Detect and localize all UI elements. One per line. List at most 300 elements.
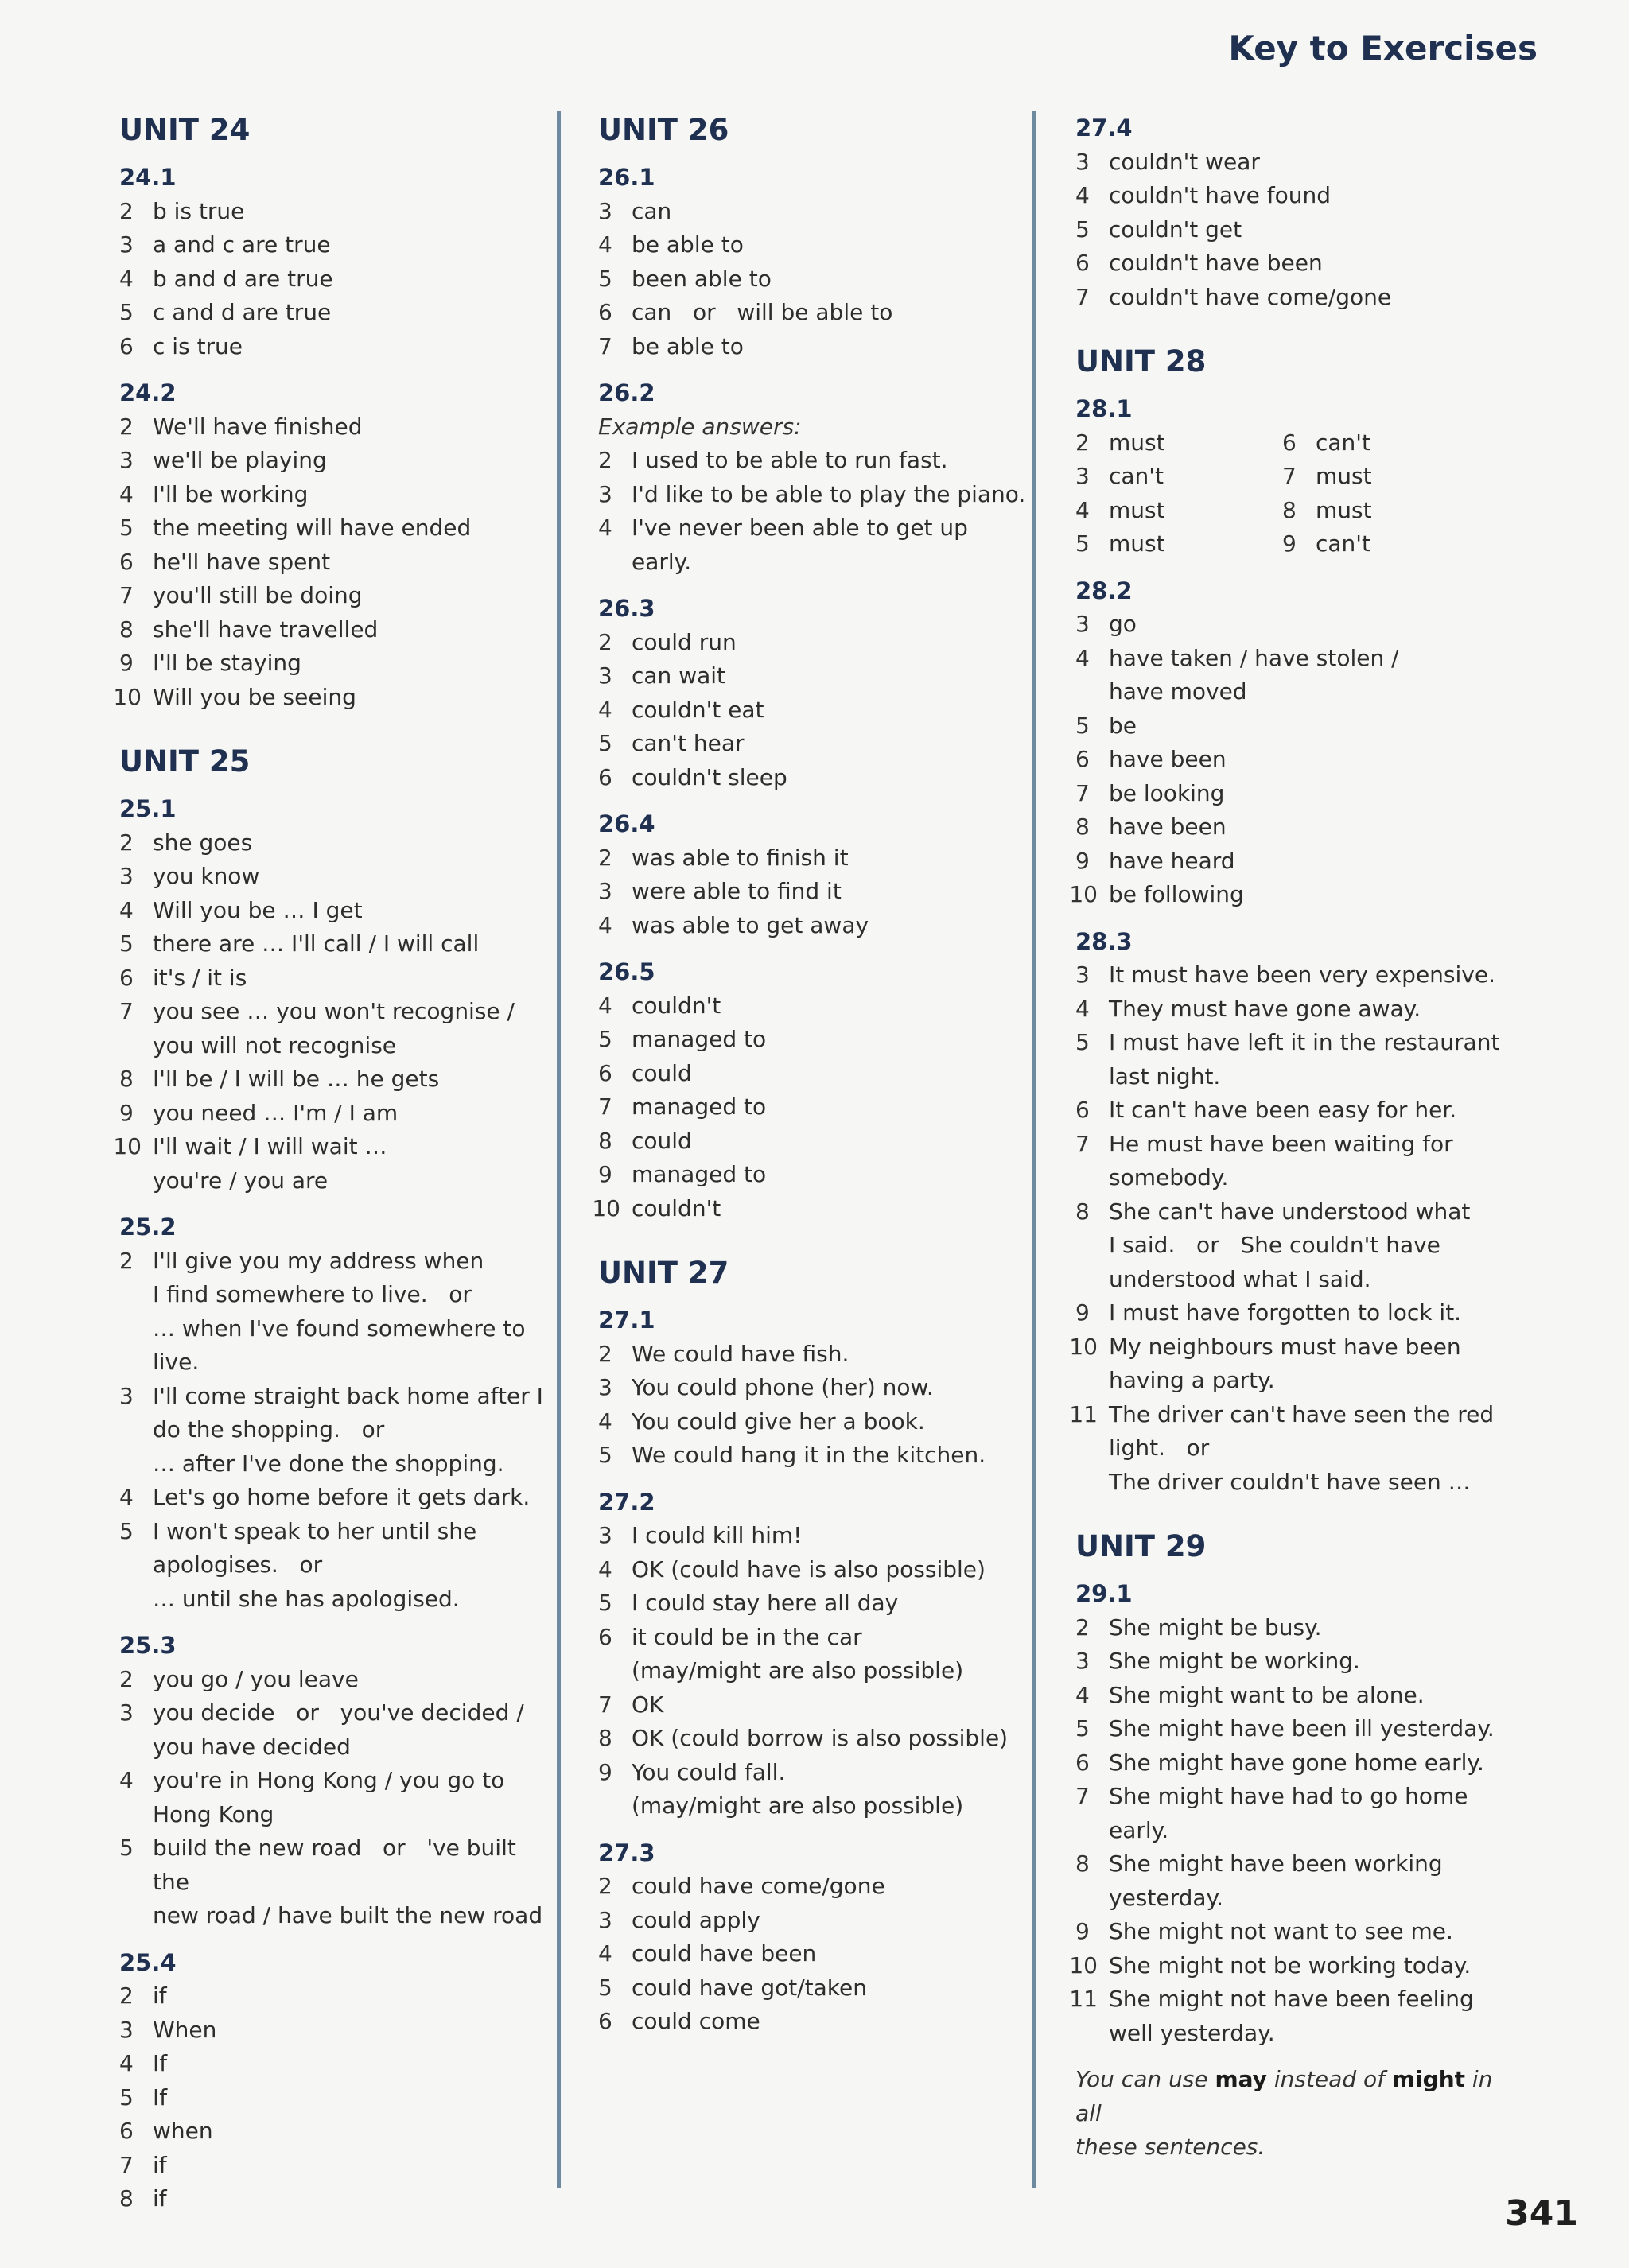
- item-number: 4: [598, 1555, 612, 1583]
- exercise-number: 25.4: [119, 1948, 177, 1976]
- answer-line: managed to: [632, 1093, 767, 1120]
- item-number: 5: [1075, 1029, 1090, 1055]
- answer-text: [632, 1586, 1028, 1621]
- answer-text: [1109, 777, 1521, 811]
- item-number: 8: [119, 616, 134, 643]
- answer-item: [1075, 1780, 1521, 1847]
- answer-line: When: [153, 2016, 217, 2043]
- answer-line: if: [153, 1983, 167, 2009]
- answer-line: She might have been working: [1109, 1851, 1443, 1877]
- answer-line: can't hear: [632, 730, 745, 756]
- answer-line: must: [1316, 463, 1372, 489]
- answer-item: [119, 2081, 549, 2115]
- answer-line: could apply: [632, 1906, 760, 1933]
- answer-line: The driver can't have seen the red: [1109, 1400, 1495, 1427]
- answers-left: [1075, 426, 1282, 561]
- answer-line: If: [153, 2050, 168, 2076]
- answer-text: [1109, 743, 1521, 777]
- item-number: 6: [598, 299, 612, 325]
- item-number: 4: [598, 231, 612, 258]
- answer-item: [1075, 709, 1521, 744]
- answer-item: [119, 1831, 549, 1933]
- item-number: 7: [1282, 463, 1297, 489]
- exercise-block: [592, 955, 1028, 1225]
- item-number: 3: [598, 197, 612, 224]
- answer-line: managed to: [632, 1026, 767, 1052]
- exercise-note: Example answers:: [598, 413, 802, 440]
- answer-text: [1109, 213, 1521, 247]
- item-number: 4: [1075, 995, 1090, 1022]
- answer-line: early.: [1109, 1816, 1169, 1843]
- answer-text: [153, 1481, 549, 1515]
- answer-line: you know: [153, 863, 260, 889]
- answer-item: [119, 410, 549, 445]
- answer-text: [153, 860, 549, 894]
- answer-item: [119, 826, 549, 860]
- item-number: 4: [119, 1767, 134, 1793]
- answer-text: [1109, 1983, 1521, 2050]
- answer-text: [632, 1124, 1028, 1159]
- answer-line: yesterday.: [1109, 1884, 1224, 1911]
- answer-line: if: [153, 2151, 167, 2178]
- item-number: 7: [119, 998, 134, 1024]
- answer-line: I'll wait / I will wait …: [153, 1133, 387, 1159]
- item-number: 4: [1075, 182, 1090, 208]
- answer-item: [598, 296, 1028, 330]
- answer-line: can't: [1316, 530, 1370, 557]
- answer-item: [598, 1621, 1028, 1688]
- answer-text: [153, 2149, 549, 2183]
- exercise-block: [119, 1210, 549, 1616]
- exercise-block: [598, 161, 1028, 363]
- answer-item: [119, 2182, 549, 2216]
- answer-line: She might have had to go home: [1109, 1783, 1468, 1809]
- answer-text: [153, 1831, 549, 1933]
- item-number: 10: [113, 1133, 142, 1159]
- exercise-number: 26.5: [598, 958, 655, 985]
- answer-line: Hong Kong: [153, 1800, 274, 1827]
- answer-item: [119, 262, 549, 297]
- answer-item: [598, 1057, 1028, 1091]
- answer-line: can't: [1109, 463, 1164, 489]
- answer-text: [1109, 1330, 1521, 1398]
- answer-text: [632, 1192, 1028, 1226]
- answer-line: I'll be working: [153, 480, 309, 507]
- answer-text: [632, 2005, 1028, 2039]
- answer-item: [598, 841, 1028, 876]
- answer-text: [153, 2115, 549, 2149]
- answer-item: [598, 1904, 1028, 1938]
- answer-item: [1075, 845, 1521, 879]
- item-number: 3: [1075, 611, 1090, 637]
- answer-item: [1075, 810, 1521, 845]
- answer-item: [1075, 1645, 1521, 1679]
- answer-line: She might have been ill yesterday.: [1109, 1715, 1495, 1742]
- answer-line: managed to: [632, 1161, 767, 1187]
- answer-line: I used to be able to run fast.: [632, 447, 948, 473]
- answer-line: I could kill him!: [632, 1522, 803, 1548]
- answer-line: … until she has apologised.: [153, 1585, 460, 1612]
- answer-line: could come: [632, 2008, 760, 2034]
- answer-line: were able to find it: [632, 878, 842, 904]
- answer-item: [1075, 146, 1521, 180]
- answer-line: OK (could borrow is also possible): [632, 1725, 1009, 1751]
- answer-text: [1109, 1195, 1521, 1297]
- answer-line: can or will be able to: [632, 299, 893, 325]
- answer-item: [598, 1722, 1028, 1756]
- answer-line: If: [153, 2084, 168, 2111]
- answer-text: [153, 995, 549, 1062]
- answer-line: … after I've done the shopping.: [153, 1450, 504, 1477]
- answer-text: [632, 727, 1028, 761]
- item-number: 2: [119, 1665, 134, 1692]
- item-number: 6: [1282, 429, 1297, 456]
- answer-line: go: [1109, 611, 1137, 637]
- exercise-block: [598, 807, 1028, 942]
- answer-line: it could be in the car: [632, 1623, 862, 1650]
- exercise-number: 27.3: [598, 1839, 655, 1866]
- answer-item: [1075, 1026, 1521, 1093]
- answer-line: must: [1109, 530, 1165, 557]
- item-number: 7: [1075, 779, 1090, 806]
- exercise-block: [598, 1485, 1028, 1823]
- answer-line: c and d are true: [153, 299, 332, 325]
- item-number: 3: [1075, 961, 1090, 988]
- exercise-block: [113, 376, 549, 714]
- answer-text: [153, 826, 549, 860]
- footnote-fragment: in all: [1075, 2066, 1493, 2126]
- answer-item: [598, 1937, 1028, 1971]
- item-number: 4: [1075, 644, 1090, 671]
- answer-text: [632, 330, 1028, 364]
- answer-line: I'd like to be able to play the piano.: [632, 480, 1026, 507]
- answer-line: must: [1109, 496, 1165, 523]
- answer-text: [632, 1439, 1028, 1473]
- unit-heading: UNIT 27: [598, 1256, 729, 1290]
- item-number: 2: [1075, 429, 1090, 456]
- answer-text: [632, 909, 1028, 943]
- answer-text: [153, 894, 549, 928]
- exercise-number: 28.2: [1075, 577, 1133, 604]
- answer-text: [632, 511, 1028, 579]
- answer-line: I find somewhere to live. or: [153, 1281, 472, 1307]
- answer-text: [1109, 992, 1521, 1027]
- item-number: 3: [1075, 1648, 1090, 1674]
- answer-item: [119, 995, 549, 1062]
- answer-text: [1109, 1128, 1521, 1195]
- column-divider: [557, 111, 561, 2188]
- answer-line: you need … I'm / I am: [153, 1099, 399, 1126]
- answer-text: [153, 410, 549, 445]
- item-number: 3: [598, 662, 612, 689]
- answer-column-2: [592, 111, 1028, 2052]
- exercise-block: [1075, 111, 1521, 314]
- footnote-fragment: might: [1391, 2066, 1466, 2092]
- answer-line: it's / it is: [153, 964, 247, 991]
- answer-item: [119, 2149, 549, 2183]
- item-number: 2: [598, 628, 612, 655]
- answer-line: (may/might are also possible): [632, 1657, 964, 1684]
- answer-text: [632, 1553, 1028, 1587]
- answer-item: [598, 195, 1028, 229]
- item-number: 3: [598, 878, 612, 904]
- answer-line: can't: [1316, 429, 1370, 456]
- answer-item: [598, 659, 1028, 693]
- answer-text: [632, 841, 1028, 876]
- answer-item: [1075, 1679, 1521, 1713]
- item-number: 6: [119, 2118, 134, 2144]
- answer-item: [113, 681, 549, 715]
- answer-text: [632, 1870, 1028, 1904]
- answer-item: [119, 1097, 549, 1131]
- answer-item: [119, 1663, 549, 1697]
- answer-item: [598, 1023, 1028, 1057]
- answer-item: [1282, 460, 1489, 494]
- unit-heading: UNIT 28: [1075, 344, 1207, 379]
- answer-line: We could have fish.: [632, 1340, 849, 1367]
- answer-text: [153, 478, 549, 512]
- answer-item: [598, 1371, 1028, 1405]
- answer-text: [153, 1979, 549, 2014]
- answer-line: The driver couldn't have seen …: [1109, 1468, 1471, 1495]
- answer-text: [1109, 958, 1521, 992]
- footnote-line: [1075, 2063, 1521, 2130]
- exercise-block: [119, 161, 549, 363]
- answer-text: [153, 1663, 549, 1697]
- answer-item: [1075, 179, 1521, 213]
- answer-line: have taken / have stolen /: [1109, 644, 1399, 671]
- answer-line: I'll give you my address when: [153, 1247, 484, 1274]
- item-number: 3: [598, 1374, 612, 1400]
- answer-item: [1075, 1611, 1521, 1645]
- item-number: 3: [598, 1522, 612, 1548]
- answer-line: couldn't have found: [1109, 182, 1332, 208]
- answer-line: She might not be working today.: [1109, 1951, 1472, 1979]
- answer-text: [1109, 1398, 1521, 1500]
- answer-line: I must have forgotten to lock it.: [1109, 1299, 1462, 1326]
- exercise-number: 28.3: [1075, 927, 1133, 955]
- exercise-block: [598, 1836, 1028, 2039]
- answer-line: I'll be staying: [153, 650, 301, 676]
- answer-item: [1075, 608, 1521, 642]
- footnote: [1075, 2063, 1521, 2165]
- answer-line: somebody.: [1109, 1164, 1229, 1190]
- item-number: 5: [598, 1590, 612, 1616]
- item-number: 5: [119, 930, 134, 957]
- answer-line: we'll be playing: [153, 447, 327, 473]
- exercise-number: 27.1: [598, 1307, 655, 1334]
- answer-line: couldn't eat: [632, 696, 764, 723]
- answer-text: [1109, 878, 1521, 912]
- answer-line: you decide or you've decided /: [153, 1699, 524, 1726]
- item-number: 7: [598, 1691, 612, 1718]
- item-number: 9: [598, 1758, 612, 1785]
- answer-item: [1069, 1949, 1521, 1983]
- answer-item: [119, 1481, 549, 1515]
- exercise-block: [598, 1303, 1028, 1473]
- answer-line: have been: [1109, 746, 1227, 772]
- answer-line: I've never been able to get up early.: [632, 515, 975, 575]
- answer-text: [632, 444, 1028, 478]
- answer-text: [632, 195, 1028, 229]
- answer-item: [119, 511, 549, 546]
- answer-item: [1075, 777, 1521, 811]
- answer-item: [1075, 1296, 1521, 1330]
- item-number: 5: [598, 730, 612, 756]
- item-number: 3: [119, 863, 134, 889]
- answer-item: [1075, 1093, 1521, 1128]
- answer-text: [153, 1764, 549, 1831]
- answer-text: [1109, 460, 1282, 494]
- answer-item: [1069, 1398, 1521, 1500]
- answer-text: [632, 1722, 1028, 1756]
- item-number: 3: [119, 1382, 134, 1409]
- answer-line: must: [1109, 429, 1165, 456]
- item-number: 9: [1075, 1299, 1090, 1326]
- answer-text: [632, 1621, 1028, 1688]
- answer-item: [119, 860, 549, 894]
- answer-item: [598, 2005, 1028, 2039]
- answer-item: [119, 1979, 549, 2014]
- answer-line: b is true: [153, 197, 245, 224]
- answer-item: [1282, 527, 1489, 561]
- item-number: 7: [1075, 1783, 1090, 1809]
- exercise-number: 25.3: [119, 1632, 177, 1659]
- answer-item: [119, 927, 549, 961]
- answer-line: be: [1109, 712, 1137, 739]
- answer-text: [153, 1097, 549, 1131]
- exercise-number: 26.1: [598, 164, 655, 191]
- exercise-block: [1069, 1577, 1521, 2050]
- exercise-block: [598, 592, 1028, 794]
- answer-line: having a party.: [1109, 1367, 1275, 1393]
- item-number: 4: [598, 515, 612, 541]
- answer-text: [1316, 460, 1489, 494]
- answer-item: [113, 1130, 549, 1198]
- answer-item: [598, 330, 1028, 364]
- item-number: 4: [598, 1940, 612, 1967]
- answer-item: [119, 1062, 549, 1097]
- item-number: 9: [1075, 1918, 1090, 1944]
- item-number: 2: [119, 197, 134, 224]
- answer-line: you go / you leave: [153, 1665, 359, 1692]
- page-header-title: Key to Exercises: [1228, 29, 1538, 68]
- answer-line: You could phone (her) now.: [632, 1374, 934, 1400]
- item-number: 5: [119, 2084, 134, 2111]
- answer-text: [632, 1937, 1028, 1971]
- exercise-number: 24.1: [119, 164, 177, 191]
- answer-item: [1075, 1712, 1521, 1746]
- answer-line: you'll still be doing: [153, 582, 363, 608]
- answer-item: [1075, 1847, 1521, 1915]
- exercise-block: [598, 376, 1028, 579]
- answer-item: [119, 330, 549, 364]
- unit-heading: UNIT 29: [1075, 1529, 1207, 1563]
- answer-line: She might have gone home early.: [1109, 1749, 1484, 1776]
- answer-text: [632, 1057, 1028, 1091]
- item-number: 6: [119, 548, 134, 575]
- answer-item: [1075, 642, 1521, 709]
- column-divider: [1032, 111, 1036, 2188]
- answer-item: [119, 2014, 549, 2048]
- answer-item: [1075, 460, 1282, 494]
- exercise-number: 27.4: [1075, 115, 1133, 142]
- exercise-number: 24.2: [119, 379, 177, 406]
- answer-line: you see … you won't recognise /: [153, 998, 515, 1024]
- answer-text: [153, 1062, 549, 1097]
- answer-text: [153, 511, 549, 546]
- item-number: 5: [1075, 1715, 1090, 1742]
- answer-item: [1075, 426, 1282, 460]
- answer-text: [632, 626, 1028, 660]
- item-number: 5: [598, 1974, 612, 2001]
- answer-text: [632, 1338, 1028, 1372]
- item-number: 5: [119, 1835, 134, 1861]
- answer-item: [119, 613, 549, 647]
- item-number: 3: [119, 231, 134, 258]
- answer-line: well yesterday.: [1109, 2019, 1275, 2046]
- answer-line: I could stay here all day: [632, 1590, 899, 1616]
- answer-line: c is true: [153, 332, 243, 359]
- answer-text: [153, 444, 549, 478]
- answer-line: she goes: [153, 829, 253, 856]
- item-number: 4: [119, 1484, 134, 1510]
- answer-text: [1109, 845, 1521, 879]
- answer-item: [119, 647, 549, 681]
- unit-heading: UNIT 25: [119, 744, 251, 779]
- answer-text: [1109, 247, 1521, 281]
- answer-item: [598, 1688, 1028, 1722]
- answer-line: was able to finish it: [632, 844, 849, 871]
- item-number: 4: [1075, 496, 1090, 523]
- answers-right: [1282, 426, 1489, 561]
- item-number: 9: [119, 1099, 134, 1126]
- item-number: 9: [598, 1161, 612, 1187]
- item-number: 2: [119, 1983, 134, 2009]
- exercise-number: 26.3: [598, 595, 655, 622]
- item-number: 4: [119, 896, 134, 923]
- answer-line: Will you be seeing: [153, 683, 356, 710]
- answer-item: [1075, 743, 1521, 777]
- answer-text: [1109, 494, 1282, 528]
- answer-item: [119, 444, 549, 478]
- answer-line: he'll have spent: [153, 548, 331, 575]
- answer-text: [1316, 426, 1489, 460]
- answer-item: [598, 1870, 1028, 1904]
- answer-text: [1109, 281, 1521, 315]
- answer-text: [632, 1158, 1028, 1192]
- answer-item: [598, 511, 1028, 579]
- answer-item: [598, 1586, 1028, 1621]
- answer-item: [119, 1515, 549, 1617]
- item-number: 3: [1075, 148, 1090, 175]
- answer-line: do the shopping. or: [153, 1416, 385, 1443]
- answer-line: a and c are true: [153, 231, 331, 258]
- answer-line: She might not want to see me.: [1109, 1918, 1453, 1944]
- answer-item: [598, 1553, 1028, 1587]
- answer-item: [1075, 958, 1521, 992]
- item-number: 7: [598, 1093, 612, 1120]
- answer-text: [153, 2047, 549, 2081]
- answer-item: [1282, 494, 1489, 528]
- answer-text: [1109, 1915, 1521, 1949]
- answer-item: [598, 727, 1028, 761]
- answer-line: could have come/gone: [632, 1873, 885, 1899]
- answer-line: can: [632, 197, 672, 224]
- answer-line: We'll have finished: [153, 413, 363, 440]
- answer-item: [119, 1696, 549, 1764]
- answer-item: [598, 909, 1028, 943]
